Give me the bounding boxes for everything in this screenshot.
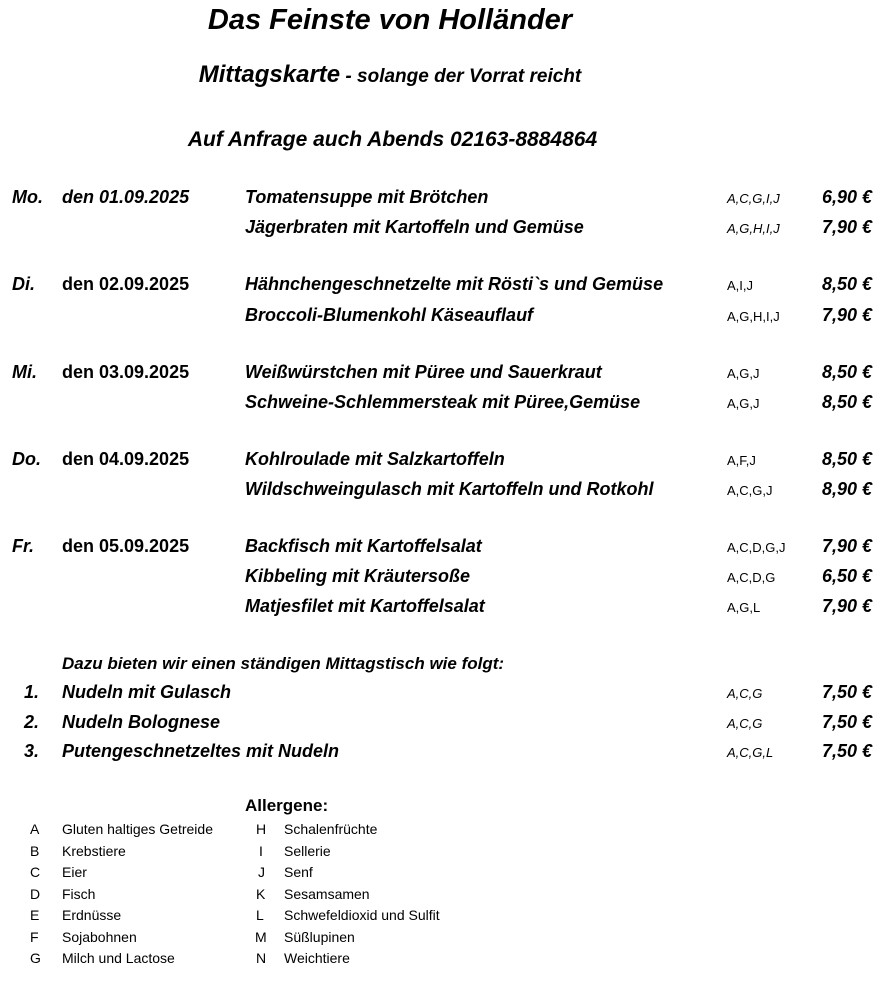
dish-allergens: A,G,H,I,J [727,221,780,236]
day-label: Di. [12,274,36,294]
dish-price: 7,90 € [821,536,872,556]
dish-allergens: A,I,J [727,278,754,293]
standard-item-price: 7,50 € [821,712,872,732]
dish-allergens: A,G,J [727,396,760,411]
dish-allergens: A,G,L [727,600,761,615]
allergen-name: Fisch [62,886,96,902]
standard-item-name: Nudeln Bolognese [62,712,221,732]
dish-allergens: A,C,D,G [727,570,776,585]
day-label: Fr. [12,536,35,556]
allergen-name: Gluten haltiges Getreide [62,821,213,837]
dish-name: Schweine-Schlemmersteak mit Püree,Gemüse [245,392,641,412]
dish-price: 6,50 € [821,566,872,586]
allergen-name: Sellerie [284,843,331,859]
dish-price: 8,90 € [821,479,872,499]
dish-name: Weißwürstchen mit Püree und Sauerkraut [245,362,602,382]
allergen-code: D [30,886,41,902]
dish-price: 7,90 € [821,217,872,237]
allergen-code: B [30,843,40,859]
allergen-code: L [256,907,264,923]
standard-item-number: 1. [24,682,40,702]
dish-name: Kohlroulade mit Salzkartoffeln [245,449,505,469]
allergen-name: Erdnüsse [62,907,122,923]
allergen-code: K [256,886,266,902]
dish-name: Broccoli-Blumenkohl Käseauflauf [245,305,534,325]
allergen-code: N [256,950,267,966]
dish-name: Hähnchengeschnetzelte mit Rösti`s und Gemüse [245,274,664,294]
menu-note: - solange der Vorrat reicht [340,66,582,87]
standard-item-allergens: A,C,G,L [727,745,774,760]
dish-name: Wildschweingulasch mit Kartoffeln und Rotkohl [245,479,654,499]
day-date: den 05.09.2025 [62,536,190,556]
dish-price: 8,50 € [821,392,872,412]
dish-price: 7,90 € [821,305,872,325]
allergen-name: Schwefeldioxid und Sulfit [284,907,440,923]
allergen-code: J [258,864,265,880]
standard-item-price: 7,50 € [821,682,872,702]
day-date: den 03.09.2025 [62,362,190,382]
standard-item-number: 3. [24,741,40,761]
dish-name: Jägerbraten mit Kartoffeln und Gemüse [245,217,584,237]
day-date: den 04.09.2025 [62,449,190,469]
allergen-name: Schalenfrüchte [284,821,378,837]
standard-item-allergens: A,C,G [727,686,763,701]
dish-allergens: A,G,H,I,J [727,309,780,324]
evening-inquiry: Auf Anfrage auch Abends 02163-8884864 [187,128,598,151]
dish-allergens: A,C,G,J [727,483,773,498]
dish-name: Kibbeling mit Kräutersoße [245,566,471,586]
dish-allergens: A,F,J [727,453,756,468]
allergen-code: F [30,929,39,945]
allergen-code: M [255,929,267,945]
day-date: den 02.09.2025 [62,274,190,294]
allergen-name: Sesamsamen [284,886,370,902]
dish-allergens: A,C,D,G,J [727,540,786,555]
day-label: Do. [12,449,41,469]
day-date: den 01.09.2025 [62,187,190,207]
standard-item-allergens: A,C,G [727,716,763,731]
dish-price: 8,50 € [821,362,872,382]
allergen-name: Krebstiere [62,843,126,859]
day-label: Mi. [12,362,37,382]
dish-price: 6,90 € [821,187,872,207]
allergen-name: Süßlupinen [284,929,355,945]
dish-name: Backfisch mit Kartoffelsalat [245,536,482,556]
allergen-code: I [259,843,263,859]
allergen-name: Eier [62,864,87,880]
allergen-name: Senf [284,864,313,880]
allergen-name: Milch und Lactose [62,950,175,966]
dish-name: Matjesfilet mit Kartoffelsalat [245,596,485,616]
menu-name: Mittagskarte [198,61,341,88]
allergen-name: Weichtiere [284,950,350,966]
standard-menu-intro: Dazu bieten wir einen ständigen Mittagstisch wie folgt: [62,654,505,673]
page-title: Das Feinste von Holländer [207,4,573,36]
allergen-code: A [30,821,40,837]
allergen-legend-title: Allergene: [245,796,329,815]
allergen-code: E [30,907,40,923]
allergen-code: G [30,950,41,966]
dish-name: Tomatensuppe mit Brötchen [245,187,489,207]
standard-item-name: Nudeln mit Gulasch [62,682,232,702]
dish-price: 7,90 € [821,596,872,616]
dish-price: 8,50 € [821,274,872,294]
allergen-code: C [30,864,41,880]
menu-subtitle [0,61,780,89]
dish-allergens: A,G,J [727,366,760,381]
dish-allergens: A,C,G,I,J [727,191,780,206]
dish-price: 8,50 € [821,449,872,469]
standard-item-price: 7,50 € [821,741,872,761]
allergen-name: Sojabohnen [62,929,137,945]
allergen-code: H [256,821,267,837]
standard-item-number: 2. [24,712,40,732]
day-label: Mo. [12,187,43,207]
standard-item-name: Putengeschnetzeltes mit Nudeln [62,741,340,761]
